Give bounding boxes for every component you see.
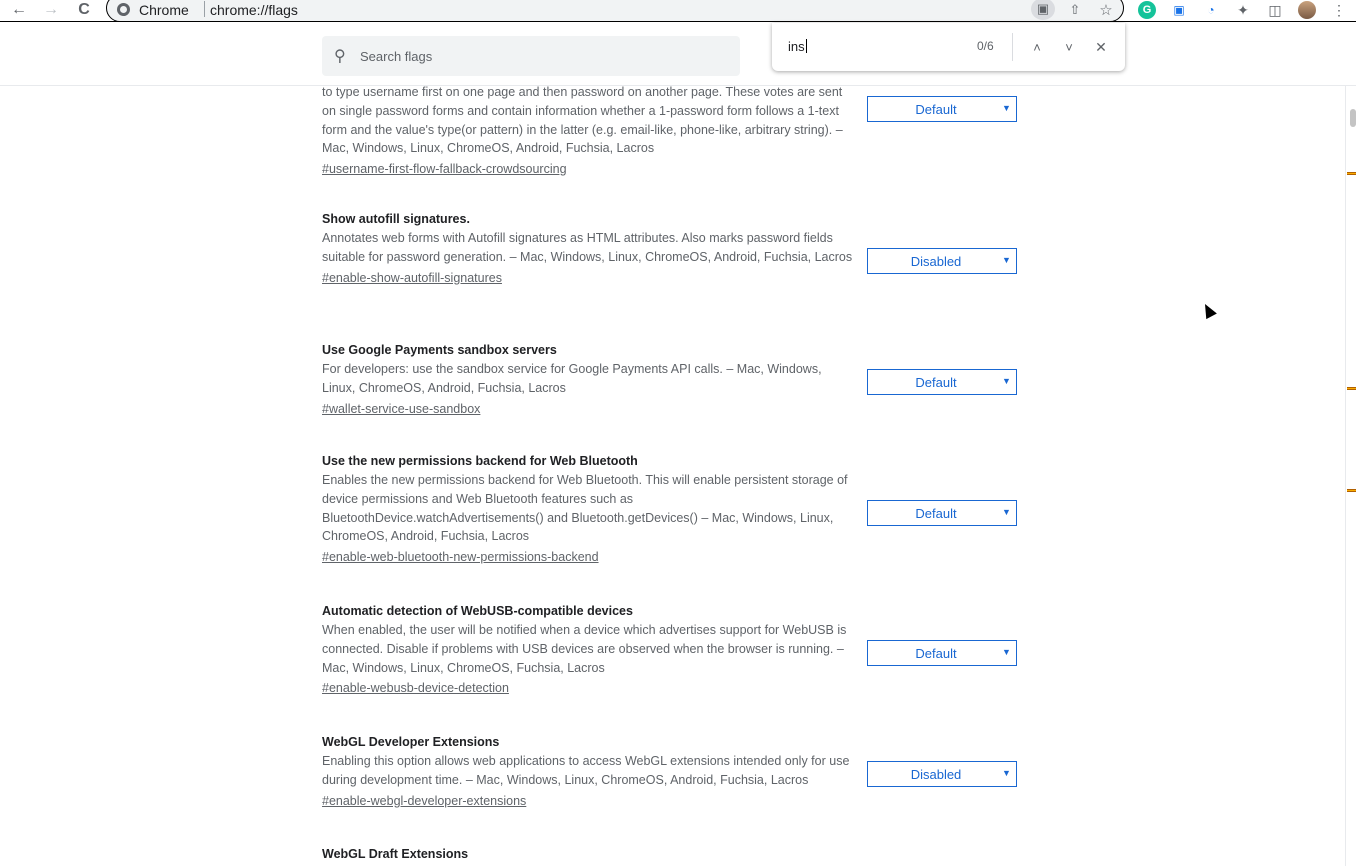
profile-avatar[interactable]	[1298, 1, 1316, 19]
flag-state-select[interactable]	[867, 96, 1017, 122]
chevron-down-icon: ˅	[1065, 39, 1073, 55]
flag-title: Automatic detection of WebUSB-compatible devices	[322, 604, 633, 618]
scrollbar-thumb[interactable]	[1350, 109, 1356, 127]
flag-item	[322, 210, 1022, 288]
side-panel-icon[interactable]: ◫	[1268, 1, 1282, 18]
flag-item	[322, 733, 1022, 811]
flag-description: to type username first on one page and then password on another page. These votes are sent on single password forms and contain information whether a 1-password form follows a 1-text form and the value's type(or pattern) in the latter (e.g. email-like, phone-like, arbitrary string). – Mac, Windows, Linux, ChromeOS, Android, Fuchsia, Lacros	[322, 86, 843, 156]
flag-anchor-link[interactable]: #wallet-service-use-sandbox	[322, 401, 481, 416]
flag-state-select[interactable]	[867, 640, 1017, 666]
browser-toolbar	[0, 0, 1356, 22]
flag-anchor-link[interactable]: #username-first-flow-fallback-crowdsourcing	[322, 162, 567, 177]
find-input[interactable]: ins	[788, 39, 805, 54]
omnibox-separator	[204, 1, 205, 17]
flag-item	[322, 602, 1022, 698]
password-lock-icon[interactable]: ◔	[1207, 3, 1215, 17]
search-flags-input[interactable]	[360, 36, 730, 76]
chevron-down-icon: ▼	[1002, 647, 1011, 657]
chevron-down-icon: ▼	[1002, 768, 1011, 778]
extension-blue-icon[interactable]: ▣	[1173, 3, 1185, 17]
text-caret	[806, 39, 807, 53]
flag-description: Annotates web forms with Autofill signatures as HTML attributes. Also marks password fields suitable for password generation. – Mac, Windows, Linux, ChromeOS, Android, Fuchsia, Lacros	[322, 231, 853, 264]
close-icon: ✕	[1095, 38, 1107, 55]
flag-state-select[interactable]	[867, 761, 1017, 787]
flag-description: Enables the new permissions backend for Web Bluetooth. This will enable persistent storage of device permissions and Web Bluetooth features such as BluetoothDevice.watchAdvertisements() and Bluetooth.getDevices() – Mac, Windows, Linux, ChromeOS, Android, Fuchsia, Lacros	[322, 473, 848, 544]
flags-header	[0, 23, 1356, 86]
find-divider	[1012, 33, 1013, 61]
share-icon[interactable]: ⇧	[1069, 2, 1081, 17]
arrow-left-icon: ←	[11, 1, 27, 18]
flags-list	[0, 86, 1345, 866]
chrome-logo-icon	[117, 3, 130, 16]
site-name: Chrome	[139, 2, 189, 18]
find-close-button[interactable]	[1090, 36, 1112, 58]
flag-description: When enabled, the user will be notified when a device which advertises support for WebUSB is connected. Disable if problems with USB devices are observed when the browser is running. – Mac, Windows, Linux, ChromeOS, Fuchsia, Lacros	[322, 623, 847, 675]
flag-item	[322, 452, 1022, 567]
address-bar[interactable]	[106, 0, 1124, 22]
search-flags-box[interactable]	[322, 36, 740, 76]
flag-anchor-link[interactable]: #enable-web-bluetooth-new-permissions-backend	[322, 550, 599, 565]
arrow-right-icon: →	[43, 1, 59, 18]
flag-item	[322, 341, 1022, 419]
flag-title: WebGL Developer Extensions	[322, 735, 500, 749]
flag-state-select[interactable]	[867, 500, 1017, 526]
chevron-down-icon: ▼	[1002, 376, 1011, 386]
find-next-button[interactable]	[1058, 36, 1080, 58]
flag-state-select[interactable]	[867, 369, 1017, 395]
search-icon: ⚲	[334, 48, 346, 65]
flag-description: For developers: use the sandbox service for Google Payments API calls. – Mac, Windows, Linux, ChromeOS, Android, Fuchsia, Lacros	[322, 362, 822, 395]
chevron-up-icon: ˄	[1033, 39, 1041, 55]
flag-title: Use Google Payments sandbox servers	[322, 343, 557, 357]
flag-state-select[interactable]	[867, 248, 1017, 274]
reload-button[interactable]	[73, 0, 95, 20]
bookmark-star-icon[interactable]: ☆	[1099, 2, 1113, 19]
flag-title: WebGL Draft Extensions	[322, 847, 469, 861]
flag-anchor-link[interactable]: #enable-webusb-device-detection	[322, 681, 509, 696]
vertical-scrollbar[interactable]	[1345, 86, 1356, 866]
find-match-marker	[1347, 489, 1356, 492]
flag-title: Show autofill signatures.	[322, 212, 470, 226]
flag-anchor-link[interactable]: #enable-show-autofill-signatures	[322, 270, 502, 285]
find-match-marker	[1347, 172, 1356, 175]
find-match-count: 0/6	[977, 39, 994, 53]
flag-item	[322, 86, 1022, 179]
find-bar	[772, 23, 1125, 71]
kebab-menu-icon[interactable]: ⋮	[1332, 1, 1346, 18]
flag-title: Use the new permissions backend for Web Bluetooth	[322, 454, 638, 468]
url-text[interactable]: chrome://flags	[210, 2, 298, 18]
back-button[interactable]	[8, 0, 30, 20]
find-match-marker	[1347, 387, 1356, 390]
flag-anchor-link[interactable]: #enable-webgl-developer-extensions	[322, 793, 527, 808]
grammarly-icon[interactable]: G	[1138, 1, 1156, 19]
puzzle-extensions-icon[interactable]: ✦	[1237, 1, 1249, 18]
reload-icon: C	[78, 1, 90, 18]
flag-description: Enabling this option allows web applications to access WebGL extensions intended only for use during development time. – Mac, Windows, Linux, ChromeOS, Android, Fuchsia, Lacros	[322, 754, 850, 787]
find-previous-button[interactable]	[1026, 36, 1048, 58]
forward-button[interactable]	[40, 0, 62, 20]
chevron-down-icon: ▼	[1002, 255, 1011, 265]
find-in-page-icon[interactable]: ▣	[1031, 0, 1055, 20]
chevron-down-icon: ▼	[1002, 103, 1011, 113]
flag-item	[322, 845, 1022, 864]
chevron-down-icon: ▼	[1002, 507, 1011, 517]
